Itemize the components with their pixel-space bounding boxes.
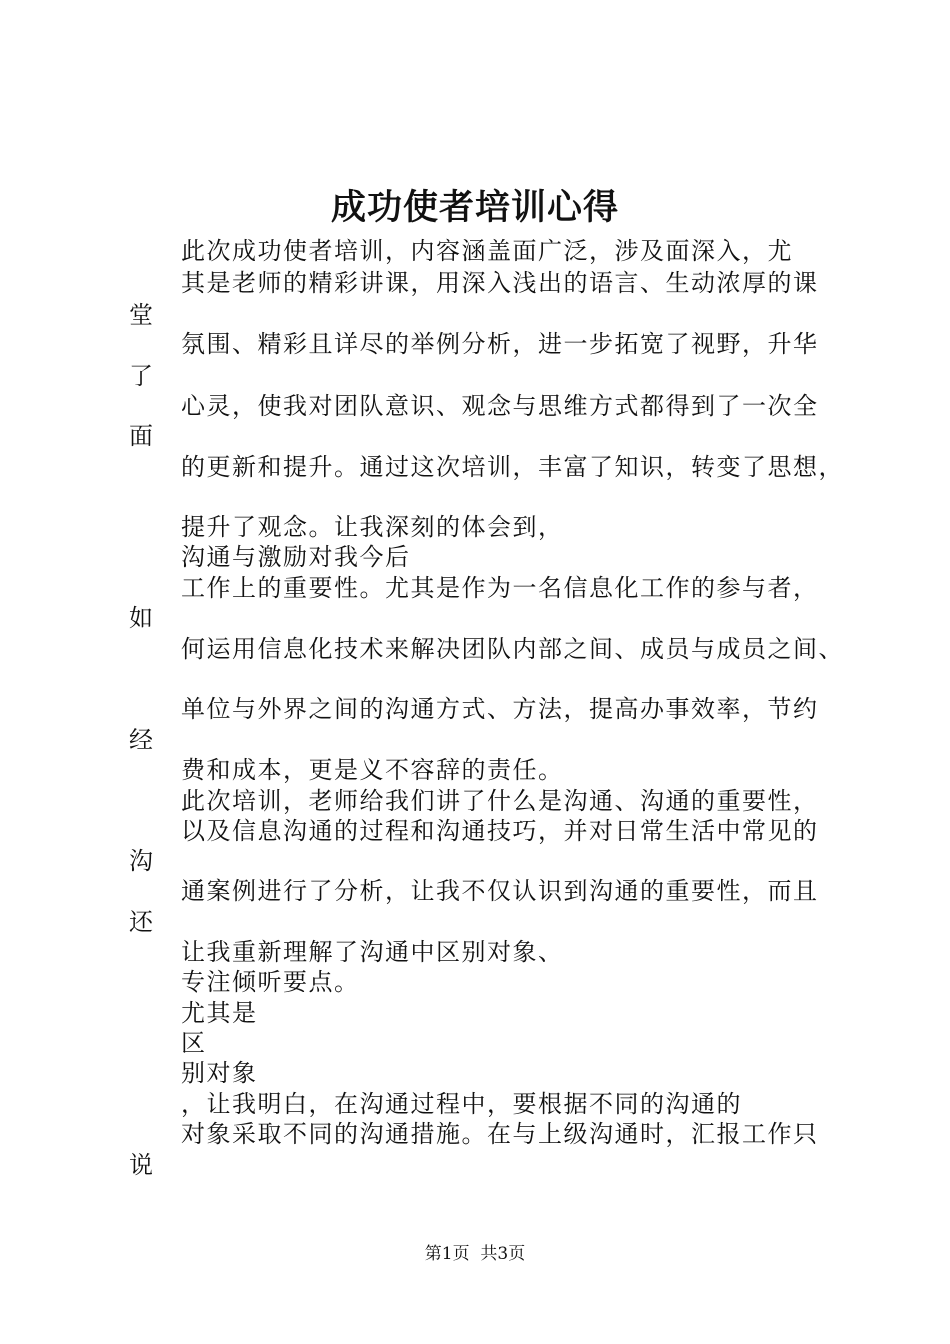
body-line: 以及信息沟通的过程和沟通技巧，并对日常生活中常见的 xyxy=(181,817,819,845)
body-line: 尤其是 xyxy=(181,999,258,1027)
body-line: 堂 xyxy=(129,301,155,329)
body-line: 单位与外界之间的沟通方式、方法，提高办事效率，节约 xyxy=(181,695,819,723)
body-line: 费和成本，更是义不容辞的责任。 xyxy=(181,756,564,784)
document-title: 成功使者培训心得 xyxy=(330,187,619,228)
body-line: 此次培训，老师给我们讲了什么是沟通、沟通的重要性， xyxy=(181,787,819,815)
page-footer: 第1页 共3页 xyxy=(424,1244,526,1264)
body-line: ，让我明白，在沟通过程中，要根据不同的沟通的 xyxy=(181,1090,742,1118)
body-line: 专注倾听要点。 xyxy=(181,968,360,996)
body-line: 了 xyxy=(129,362,155,390)
body-line: 氛围、精彩且详尽的举例分析，进一步拓宽了视野，升华 xyxy=(181,330,819,358)
body-line: 工作上的重要性。尤其是作为一名信息化工作的参与者， xyxy=(181,574,819,602)
body-line: 此次成功使者培训，内容涵盖面广泛，涉及面深入，尤 xyxy=(181,237,793,265)
body-line: 何运用信息化技术来解决团队内部之间、成员与成员之间、 xyxy=(181,635,844,663)
body-line: 提升了观念。让我深刻的体会到， xyxy=(181,513,564,541)
body-line: 别对象 xyxy=(181,1059,258,1087)
body-line: 沟 xyxy=(129,847,155,875)
body-line: 面 xyxy=(129,422,155,450)
body-line: 如 xyxy=(129,604,155,632)
body-line: 心灵，使我对团队意识、观念与思维方式都得到了一次全 xyxy=(181,392,819,420)
body-line: 其是老师的精彩讲课，用深入浅出的语言、生动浓厚的课 xyxy=(181,269,819,297)
body-line: 通案例进行了分析，让我不仅认识到沟通的重要性，而且 xyxy=(181,877,819,905)
body-line: 沟通与激励对我今后 xyxy=(181,543,411,571)
body-line: 经 xyxy=(129,726,155,754)
body-line: 对象采取不同的沟通措施。在与上级沟通时，汇报工作只 xyxy=(181,1120,819,1148)
body-line: 的更新和提升。通过这次培训，丰富了知识，转变了思想， xyxy=(181,453,844,481)
body-line: 说 xyxy=(129,1151,155,1179)
body-line: 区 xyxy=(181,1029,207,1057)
body-line: 让我重新理解了沟通中区别对象、 xyxy=(181,938,564,966)
body-line: 还 xyxy=(129,908,155,936)
